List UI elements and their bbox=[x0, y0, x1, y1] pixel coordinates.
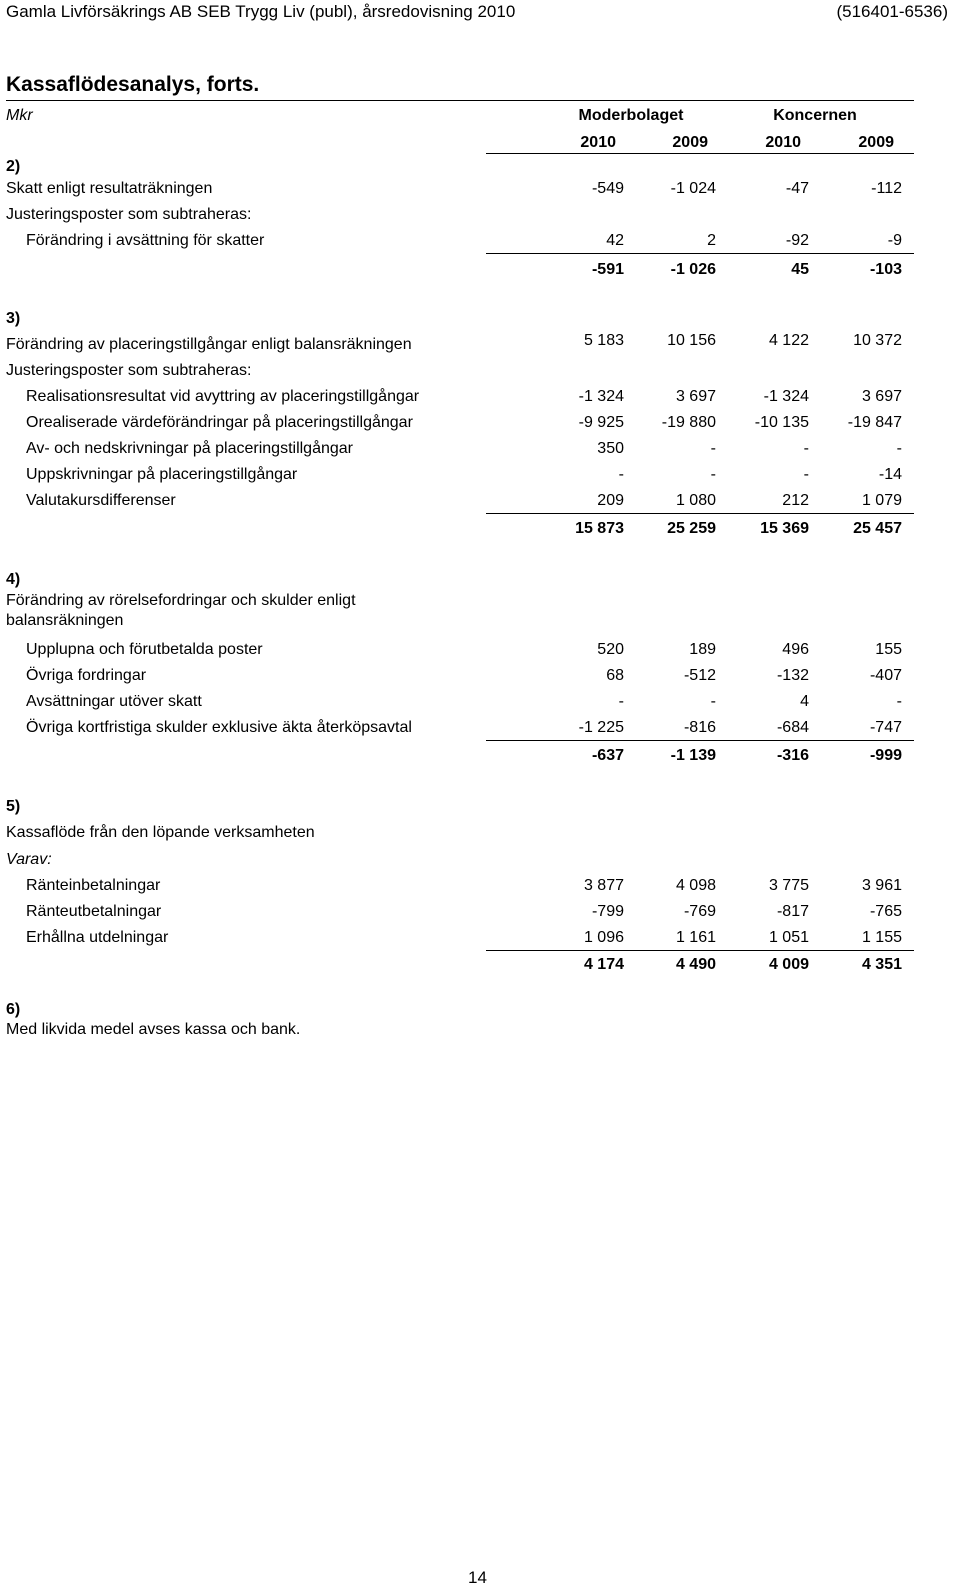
table-row bbox=[0, 903, 960, 923]
cell-value: -103 bbox=[869, 261, 902, 278]
cell-value: -14 bbox=[878, 466, 902, 483]
cell-value: -132 bbox=[776, 667, 809, 684]
table-row bbox=[0, 362, 960, 382]
year-header: 2009 bbox=[858, 134, 894, 151]
cell-value: 1 155 bbox=[861, 929, 902, 946]
row-label: Förändring i avsättning för skatter bbox=[26, 232, 265, 249]
cell-value: 3 697 bbox=[675, 388, 716, 405]
cell-value: -747 bbox=[869, 719, 902, 736]
units-label: Mkr bbox=[6, 107, 33, 124]
cell-value: 45 bbox=[791, 261, 809, 278]
table-row bbox=[0, 466, 960, 486]
total-row bbox=[0, 747, 960, 767]
cell-value: -549 bbox=[591, 180, 624, 197]
row-label: Justeringsposter som subtraheras: bbox=[6, 362, 252, 379]
cell-value: -1 026 bbox=[670, 261, 716, 278]
total-row bbox=[0, 261, 960, 281]
table-row bbox=[0, 388, 960, 408]
cell-value: 15 369 bbox=[760, 520, 809, 537]
cell-value: -769 bbox=[683, 903, 716, 920]
row-label: Avsättningar utöver skatt bbox=[26, 693, 202, 710]
cell-value: -19 880 bbox=[661, 414, 716, 431]
row-label: Erhållna utdelningar bbox=[26, 929, 169, 946]
cell-value: -1 225 bbox=[578, 719, 624, 736]
header-rule bbox=[486, 153, 914, 154]
report-header-company: Gamla Livförsäkrings AB SEB Trygg Liv (publ), årsredovisning 2010 bbox=[6, 2, 516, 21]
sum-rule bbox=[486, 513, 914, 514]
cell-value: -512 bbox=[683, 667, 716, 684]
title-rule bbox=[6, 100, 914, 101]
cell-value: -1 024 bbox=[670, 180, 716, 197]
row-label: Justeringsposter som subtraheras: bbox=[6, 206, 252, 223]
cell-value: 155 bbox=[875, 641, 902, 658]
cell-value: 1 096 bbox=[583, 929, 624, 946]
table-row bbox=[0, 492, 960, 512]
cell-value: - bbox=[803, 440, 809, 457]
table-row bbox=[0, 929, 960, 949]
cell-value: -799 bbox=[591, 903, 624, 920]
cell-value: -684 bbox=[776, 719, 809, 736]
row-label: Uppskrivningar på placeringstillgångar bbox=[26, 466, 298, 483]
sum-rule bbox=[486, 253, 914, 254]
cell-value: 3 697 bbox=[861, 388, 902, 405]
row-label: Ränteutbetalningar bbox=[26, 903, 162, 920]
cell-value: -1 324 bbox=[578, 388, 624, 405]
cell-value: -92 bbox=[785, 232, 809, 249]
total-row bbox=[0, 520, 960, 540]
row-label: Övriga fordringar bbox=[26, 667, 147, 684]
table-row bbox=[0, 667, 960, 687]
table-row bbox=[0, 414, 960, 434]
cell-value: 25 259 bbox=[667, 520, 716, 537]
note-number: 3) bbox=[6, 310, 21, 327]
row-label: Skatt enligt resultaträkningen bbox=[6, 180, 213, 197]
row-label: Orealiserade värdeförändringar på placeringstillgångar bbox=[26, 414, 413, 431]
note-number: 5) bbox=[6, 798, 21, 815]
cell-value: 10 372 bbox=[853, 332, 902, 349]
cell-value: - bbox=[618, 466, 624, 483]
row-label: Av- och nedskrivningar på placeringstillgångar bbox=[26, 440, 353, 457]
cell-value: 25 457 bbox=[853, 520, 902, 537]
cell-value: - bbox=[710, 466, 716, 483]
cell-value: - bbox=[710, 440, 716, 457]
note-number: 6) bbox=[6, 1001, 21, 1018]
cell-value: -9 925 bbox=[578, 414, 624, 431]
cell-value: 209 bbox=[597, 492, 624, 509]
table-row bbox=[0, 719, 960, 739]
row-label: Övriga kortfristiga skulder exklusive äkta återköpsavtal bbox=[26, 719, 412, 736]
page-number: 14 bbox=[468, 1568, 487, 1587]
cell-value: 4 009 bbox=[768, 956, 809, 973]
cell-value: 42 bbox=[606, 232, 624, 249]
cell-value: -316 bbox=[776, 747, 809, 764]
cell-value: 189 bbox=[689, 641, 716, 658]
section-subheading: Varav: bbox=[6, 851, 52, 868]
cell-value: -817 bbox=[776, 903, 809, 920]
cell-value: -407 bbox=[869, 667, 902, 684]
table-row bbox=[0, 232, 960, 252]
row-label: Ränteinbetalningar bbox=[26, 877, 161, 894]
cell-value: 1 080 bbox=[675, 492, 716, 509]
report-header-org-number: (516401-6536) bbox=[836, 2, 948, 21]
cell-value: - bbox=[618, 693, 624, 710]
year-header: 2010 bbox=[765, 134, 801, 151]
cell-value: -999 bbox=[869, 747, 902, 764]
cell-value: 68 bbox=[606, 667, 624, 684]
cell-value: 1 161 bbox=[675, 929, 716, 946]
table-row bbox=[0, 877, 960, 897]
note-number: 4) bbox=[6, 571, 21, 588]
row-label: Realisationsresultat vid avyttring av placeringstillgångar bbox=[26, 388, 420, 405]
year-header: 2010 bbox=[580, 134, 616, 151]
cell-value: 3 877 bbox=[583, 877, 624, 894]
cell-value: 520 bbox=[597, 641, 624, 658]
cell-value: 5 183 bbox=[583, 332, 624, 349]
cell-value: - bbox=[896, 693, 902, 710]
cell-value: -9 bbox=[887, 232, 902, 249]
year-header: 2009 bbox=[672, 134, 708, 151]
cell-value: - bbox=[896, 440, 902, 457]
section-heading: Kassaflöde från den löpande verksamheten bbox=[6, 824, 315, 841]
table-row bbox=[0, 641, 960, 661]
cell-value: -1 324 bbox=[763, 388, 809, 405]
cell-value: 4 098 bbox=[675, 877, 716, 894]
cell-value: -816 bbox=[683, 719, 716, 736]
cell-value: 1 051 bbox=[768, 929, 809, 946]
cell-value: -765 bbox=[869, 903, 902, 920]
cell-value: 1 079 bbox=[861, 492, 902, 509]
cell-value: 4 bbox=[800, 693, 809, 710]
table-row bbox=[0, 206, 960, 226]
group-header-koncernen: Koncernen bbox=[773, 107, 857, 124]
cell-value: 496 bbox=[782, 641, 809, 658]
row-label: Förändring av placeringstillgångar enligt balansräkningen bbox=[6, 336, 412, 353]
cell-value: -591 bbox=[591, 261, 624, 278]
table-row bbox=[0, 332, 960, 356]
row-label: Valutakursdifferenser bbox=[26, 492, 176, 509]
section-heading: Förändring av rörelsefordringar och skulder enligt balansräkningen bbox=[6, 592, 356, 629]
cell-value: -637 bbox=[591, 747, 624, 764]
cell-value: -10 135 bbox=[754, 414, 809, 431]
cell-value: 2 bbox=[707, 232, 716, 249]
cell-value: -112 bbox=[871, 180, 902, 197]
cell-value: -19 847 bbox=[847, 414, 902, 431]
cell-value: 4 174 bbox=[583, 956, 624, 973]
cell-value: -1 139 bbox=[670, 747, 716, 764]
note-text: Med likvida medel avses kassa och bank. bbox=[6, 1021, 301, 1038]
cell-value: 4 122 bbox=[768, 332, 809, 349]
cell-value: -47 bbox=[785, 180, 809, 197]
total-row bbox=[0, 956, 960, 976]
table-row bbox=[0, 440, 960, 460]
cell-value: 4 351 bbox=[861, 956, 902, 973]
table-row bbox=[0, 693, 960, 713]
group-header-moderbolaget: Moderbolaget bbox=[578, 107, 684, 124]
table-row bbox=[0, 180, 960, 200]
sum-rule bbox=[486, 740, 914, 741]
cell-value: 4 490 bbox=[675, 956, 716, 973]
note-number: 2) bbox=[6, 158, 21, 175]
cell-value: 3 775 bbox=[768, 877, 809, 894]
row-label: Upplupna och förutbetalda poster bbox=[26, 641, 263, 658]
sum-rule bbox=[486, 950, 914, 951]
cell-value: - bbox=[710, 693, 716, 710]
cell-value: 15 873 bbox=[575, 520, 624, 537]
page-title: Kassaflödesanalys, forts. bbox=[6, 73, 260, 96]
cell-value: 10 156 bbox=[667, 332, 716, 349]
cell-value: 3 961 bbox=[861, 877, 902, 894]
cell-value: 212 bbox=[782, 492, 809, 509]
cell-value: - bbox=[803, 466, 809, 483]
cell-value: 350 bbox=[597, 440, 624, 457]
